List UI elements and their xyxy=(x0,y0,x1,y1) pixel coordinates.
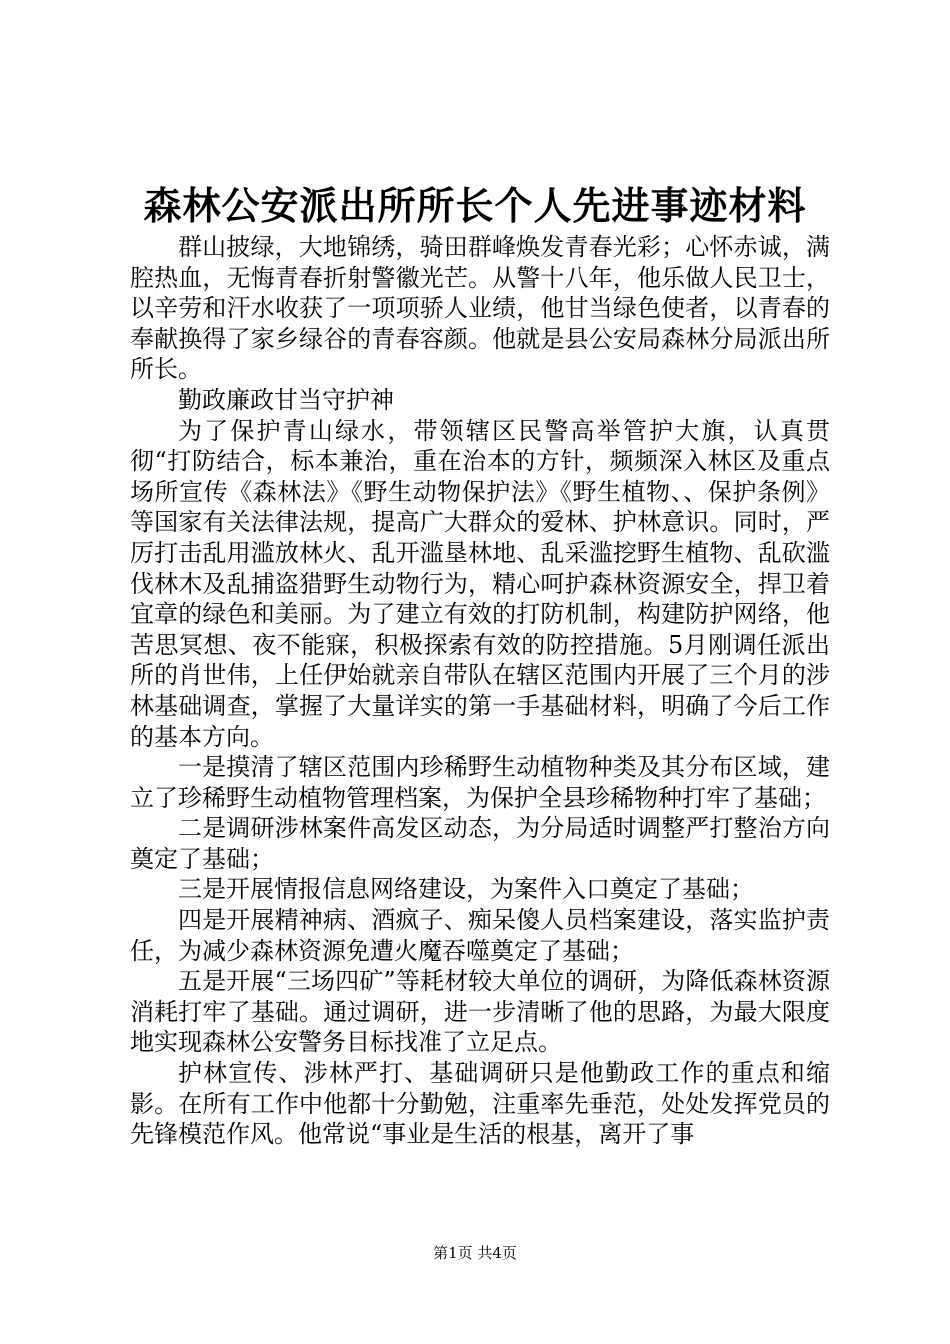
paragraph-protection: 为了保护青山绿水，带领辖区民警高举管护大旗，认真贯彻“打防结合，标本兼治，重在治本的方针，频频深入林区及重点场所宣传《森林法》《野生动物保护法》《野生植物、、保护条例》等国家有关法律法规，提高广大群众的爱林、护林意识。同时，严厉打击乱用滥放林火、乱开滥垦林地、乱采滥挖野生植物、乱砍滥伐林木及乱捕盗猎野生动物行为，精心呵护森林资源安全，捍卫着宜章的绿色和美丽。为了建立有效的打防机制，构建防护网络，他苦思冥想、夜不能寐，积极探索有效的防控措施。5月刚调任派出所的肖世伟，上任伊始就亲自带队在辖区范围内开展了三个月的涉林基础调查，掌握了大量详实的第一手基础材料，明确了今后工作的基本方向。 xyxy=(130,416,830,751)
document-body xyxy=(130,232,830,1150)
paragraph-intro: 群山披绿，大地锦绣，骑田群峰焕发青春光彩；心怀赤诚，满腔热血，无悔青春折射警徽光芒。从警十八年，他乐做人民卫士，以辛劳和汗水收获了一项项骄人业绩，他甘当绿色使者，以青春的奉献换得了家乡绿谷的青春容颜。他就是县公安局森林分局派出所所长。 xyxy=(130,233,830,384)
paragraph-item-three: 三是开展情报信息网络建设，为案件入口奠定了基础； xyxy=(178,875,754,904)
paragraph-item-five: 五是开展“三场四矿”等耗材较大单位的调研，为降低森林资源消耗打牢了基础。通过调研，进一步清晰了他的思路，为最大限度地实现森林公安警务目标找准了立足点。 xyxy=(130,967,830,1057)
paragraph-item-one: 一是摸清了辖区范围内珍稀野生动植物种类及其分布区域，建立了珍稀野生动植物管理档案，为保护全县珍稀物种打牢了基础； xyxy=(130,753,830,812)
document-title: 森林公安派出所所长个人先进事迹材料 xyxy=(143,183,807,228)
paragraph-item-two: 二是调研涉林案件高发区动态，为分局适时调整严打整治方向奠定了基础； xyxy=(130,814,830,873)
paragraph-item-four: 四是开展精神病、酒疯子、痴呆傻人员档案建设，落实监护责任，为减少森林资源免遭火魔吞噬奠定了基础； xyxy=(130,906,830,965)
page-number: 第1页 共4页 xyxy=(433,1244,517,1262)
paragraph-summary: 护林宣传、涉林严打、基础调研只是他勤政工作的重点和缩影。在所有工作中他都十分勤勉，注重率先垂范，处处发挥党员的先锋模范作风。他常说“事业是生活的根基，离开了事 xyxy=(130,1059,830,1149)
section-heading: 勤政廉政甘当守护神 xyxy=(178,385,394,414)
